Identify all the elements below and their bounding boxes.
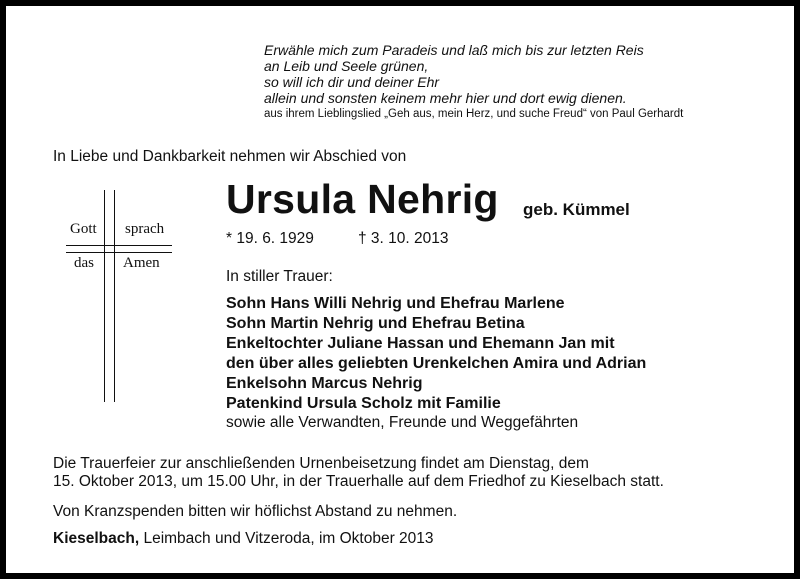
verse-line: so will ich dir und deiner Ehr: [264, 74, 440, 90]
flowers-notice: Von Kranzspenden bitten wir höflichst Abstand zu nehmen.: [53, 503, 458, 520]
place-town: Kieselbach,: [53, 530, 140, 547]
death-date: † 3. 10. 2013: [358, 230, 449, 247]
cross-vertical-left: [104, 190, 105, 402]
mourners-list: [226, 294, 646, 414]
cross-word-amen: Amen: [123, 255, 160, 271]
deceased-name: Ursula Nehrig: [226, 176, 499, 222]
cross-word-sprach: sprach: [125, 221, 165, 237]
cross-horizontal-top: [66, 245, 172, 246]
place-date: [53, 530, 434, 548]
cross-horizontal-bottom: [66, 252, 172, 253]
mourner-line: Patenkind Ursula Scholz mit Familie: [226, 395, 501, 412]
birth-date: * 19. 6. 1929: [226, 230, 314, 247]
cross-word-das: das: [74, 255, 94, 271]
mourner-line: Enkelsohn Marcus Nehrig: [226, 375, 423, 392]
mourner-line: Sohn Hans Willi Nehrig und Ehefrau Marlene: [226, 295, 565, 312]
maiden-name: geb. Kümmel: [523, 200, 630, 219]
mourning-heading: In stiller Trauer:: [226, 268, 333, 285]
place-rest: Leimbach und Vitzeroda, im Oktober 2013: [139, 530, 434, 547]
ceremony-line: 15. Oktober 2013, um 15.00 Uhr, in der Trauerhalle auf dem Friedhof zu Kieselbach statt.: [53, 473, 664, 490]
mourner-line: Enkeltochter Juliane Hassan und Ehemann Jan mit: [226, 335, 615, 352]
ceremony-notice: [53, 455, 664, 491]
mourner-line: den über alles geliebten Urenkelchen Amira und Adrian: [226, 355, 647, 372]
verse-line: an Leib und Seele grünen,: [264, 58, 429, 74]
verse-source: aus ihrem Lieblingslied „Geh aus, mein Herz, und suche Freud“ von Paul Gerhardt: [264, 108, 684, 120]
other-mourners: sowie alle Verwandten, Freunde und Weggefährten: [226, 414, 579, 431]
verse: [264, 42, 644, 106]
cross-vertical-right: [114, 190, 115, 402]
intro-text: In Liebe und Dankbarkeit nehmen wir Abschied von: [53, 148, 407, 165]
verse-line: allein und sonsten keinem mehr hier und dort ewig dienen.: [264, 90, 627, 106]
mourner-line: Sohn Martin Nehrig und Ehefrau Betina: [226, 315, 525, 332]
ceremony-line: Die Trauerfeier zur anschließenden Urnenbeisetzung findet am Dienstag, dem: [53, 455, 589, 472]
cross-word-gott: Gott: [70, 221, 97, 237]
verse-line: Erwähle mich zum Paradeis und laß mich bis zur letzten Reis: [264, 42, 644, 58]
